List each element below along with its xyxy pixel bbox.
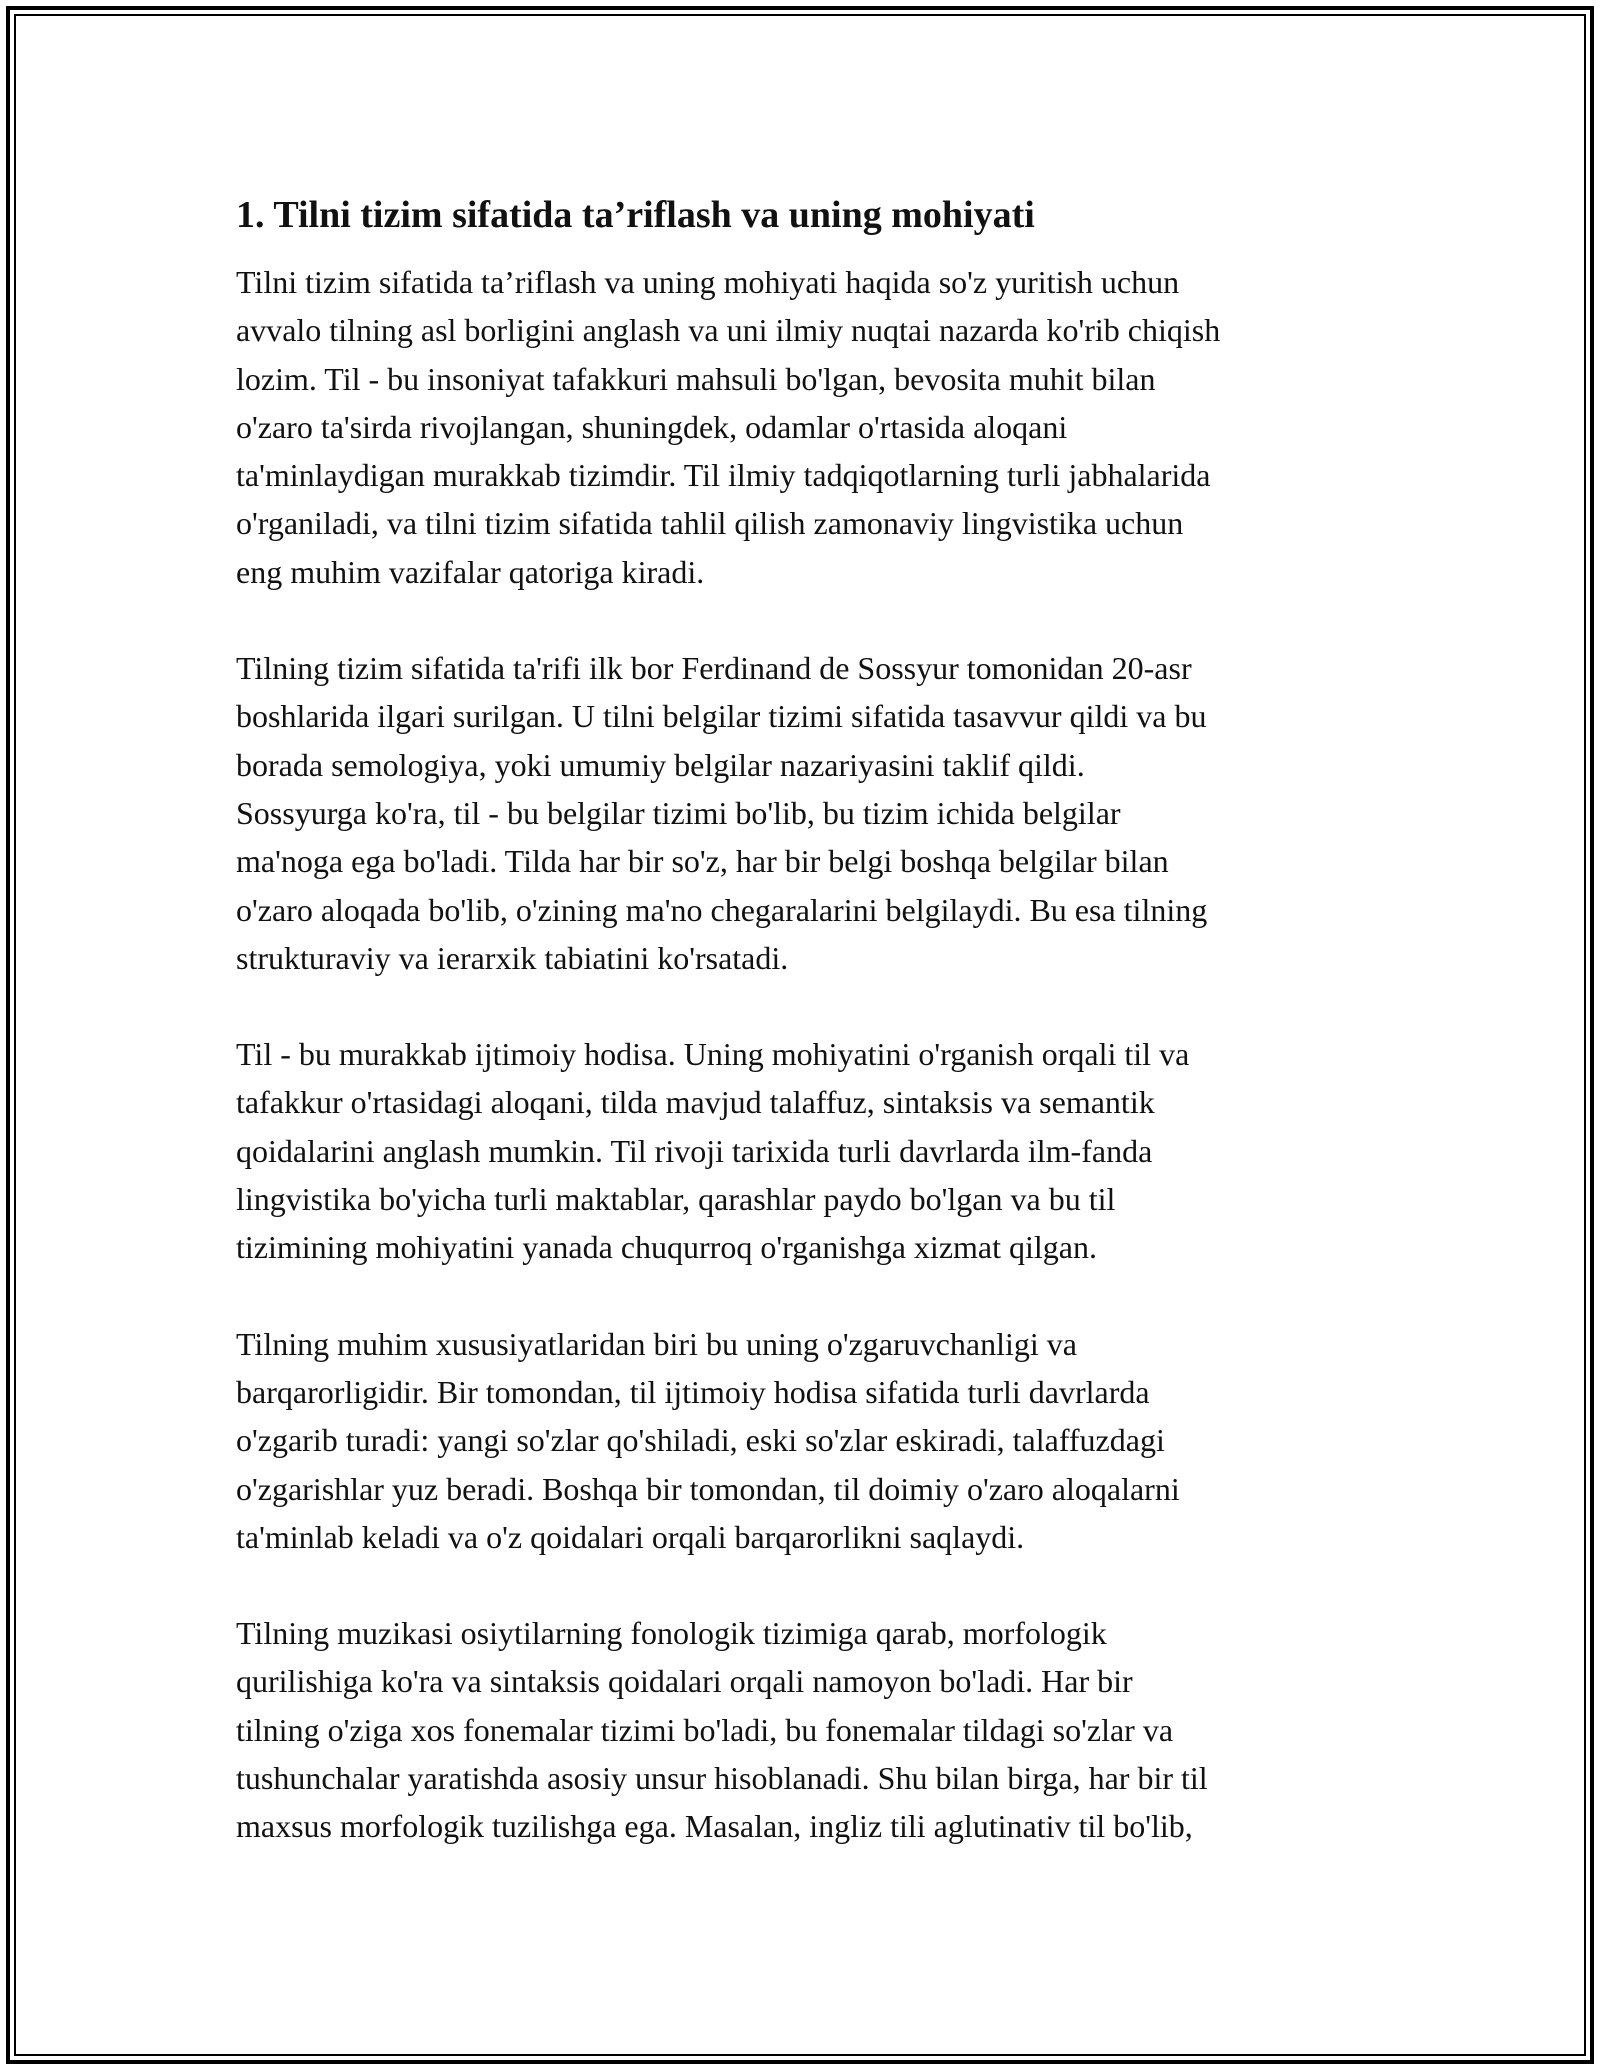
paragraph-line: qurilishiga ko'ra va sintaksis qoidalari orqali namoyon bo'ladi. Har bir [236, 1663, 1133, 1700]
document-body [236, 190, 1366, 1851]
paragraph-line: maxsus morfologik tuzilishga ega. Masalan, ingliz tili aglutinativ til bo'lib, [236, 1808, 1193, 1845]
paragraph-line: eng muhim vazifalar qatoriga kiradi. [236, 553, 705, 590]
paragraph-line: o'rganiladi, va tilni tizim sifatida tahlil qilish zamonaviy lingvistika uchun [236, 505, 1184, 542]
paragraph-line: tafakkur o'rtasidagi aloqani, tilda mavjud talaffuz, sintaksis va semantik [236, 1084, 1155, 1121]
paragraph-line: boshlarida ilgari surilgan. U tilni belgilar tizimi sifatida tasavvur qildi va bu [236, 698, 1207, 735]
paragraph-line: qoidalarini anglash mumkin. Til rivoji tarixida turli davrlarda ilm-fanda [236, 1132, 1153, 1169]
paragraph-line: Tilning tizim sifatida ta'rifi ilk bor Ferdinand de Sossyur tomonidan 20-asr [236, 650, 1192, 687]
paragraph-line: Sossyurga ko'ra, til - bu belgilar tizimi bo'lib, bu tizim ichida belgilar [236, 794, 1121, 831]
paragraph-line: Tilning muhim xususiyatlaridan biri bu uning o'zgaruvchanligi va [236, 1325, 1077, 1362]
paragraph-line: barqarorligidir. Bir tomondan, til ijtimoiy hodisa sifatida turli davrlarda [236, 1373, 1150, 1410]
paragraph-line: ta'minlaydigan murakkab tizimdir. Til ilmiy tadqiqotlarning turli jabhalarida [236, 457, 1211, 494]
paragraph-line: o'zaro ta'sirda rivojlangan, shuningdek, odamlar o'rtasida aloqani [236, 408, 1068, 445]
paragraph-line: ta'minlab keladi va o'z qoidalari orqali barqarorlikni saqlaydi. [236, 1518, 1025, 1555]
paragraph [236, 1609, 1366, 1850]
paragraph [236, 258, 1366, 596]
paragraph [236, 1030, 1366, 1271]
paragraph-list [236, 258, 1366, 1851]
paragraph-line: avvalo tilning asl borligini anglash va uni ilmiy nuqtai nazarda ko'rib chiqish [236, 312, 1221, 349]
paragraph-line: tizimining mohiyatini yanada chuqurroq o'rganishga xizmat qilgan. [236, 1229, 1097, 1266]
paragraph-line: ma'noga ega bo'ladi. Tilda har bir so'z, har bir belgi boshqa belgilar bilan [236, 843, 1169, 880]
paragraph [236, 1320, 1366, 1561]
paragraph-line: Tilning muzikasi osiytilarning fonologik tizimiga qarab, morfologik [236, 1615, 1107, 1652]
paragraph-line: o'zgarishlar yuz beradi. Boshqa bir tomondan, til doimiy o'zaro aloqalarni [236, 1470, 1180, 1507]
paragraph-line: o'zaro aloqada bo'lib, o'zining ma'no chegaralarini belgilaydi. Bu esa tilning [236, 891, 1208, 928]
paragraph-line: Tilni tizim sifatida ta’riflash va uning mohiyati haqida so'z yuritish uchun [236, 264, 1180, 300]
paragraph-line: borada semologiya, yoki umumiy belgilar nazariyasini taklif qildi. [236, 746, 1085, 783]
paragraph-line: lingvistika bo'yicha turli maktablar, qarashlar paydo bo'lgan va bu til [236, 1181, 1116, 1218]
paragraph-line: tushunchalar yaratishda asosiy unsur hisoblanadi. Shu bilan birga, har bir til [236, 1760, 1208, 1797]
paragraph-line: o'zgarib turadi: yangi so'zlar qo'shiladi, eski so'zlar eskiradi, talaffuzdagi [236, 1422, 1165, 1459]
paragraph-line: lozim. Til - bu insoniyat tafakkuri mahsuli bo'lgan, bevosita muhit bilan [236, 360, 1156, 397]
section-title: 1. Tilni tizim sifatida ta’riflash va uning mohiyati [236, 194, 1035, 236]
paragraph [236, 644, 1366, 982]
paragraph-line: Til - bu murakkab ijtimoiy hodisa. Uning mohiyatini o'rganish orqali til va [236, 1036, 1190, 1073]
paragraph-line: strukturaviy va ierarxik tabiatini ko'rsatadi. [236, 939, 789, 976]
paragraph-line: tilning o'ziga xos fonemalar tizimi bo'ladi, bu fonemalar tildagi so'zlar va [236, 1711, 1174, 1748]
